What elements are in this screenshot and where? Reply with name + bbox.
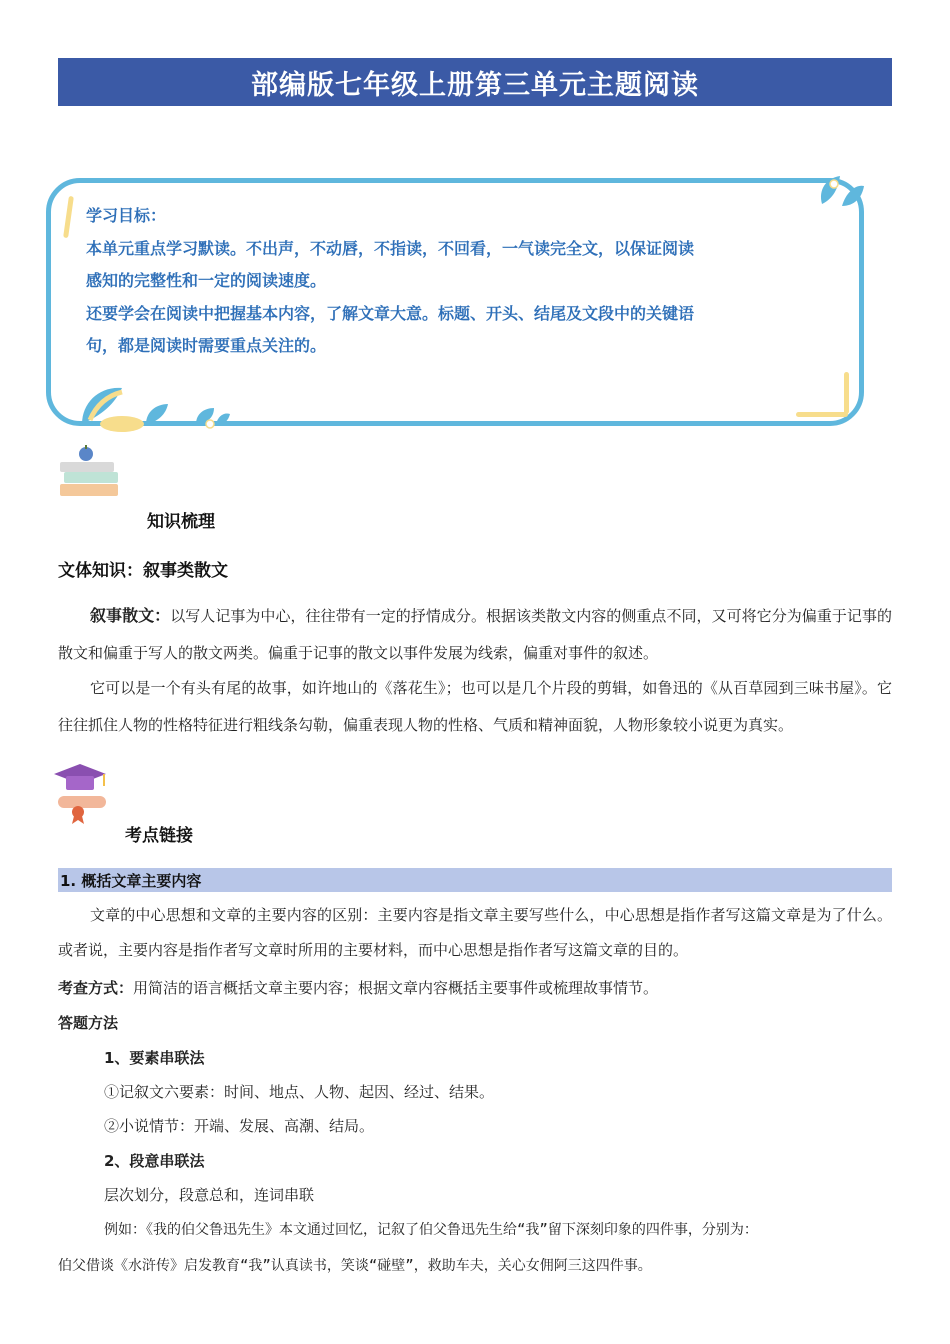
genre-subtitle: 文体知识：叙事类散文 [58, 561, 228, 581]
method-item-1b: ②小说情节：开端、发展、高潮、结局。 [104, 1117, 375, 1135]
method-item-2-text: 层次划分，段意总和，连词串联 [104, 1186, 315, 1204]
goals-label: 学习目标： [86, 206, 167, 225]
umbrella-icon [76, 380, 236, 434]
narrative-essay-paragraph [58, 598, 892, 671]
answer-label: 答题方法 [58, 1014, 119, 1032]
point-bar [58, 868, 892, 892]
method-item-2-title [104, 1150, 204, 1171]
goals-line: 本单元重点学习默读。不出声，不动唇，不指读，不回看，一气读完全文，以保证阅读 [86, 238, 695, 258]
decorative-bar [844, 372, 849, 414]
method-item-1a: ①记叙文六要素：时间、地点、人物、起因、经过、结果。 [104, 1083, 495, 1101]
term-label: 叙事散文： [90, 606, 171, 625]
title-banner [58, 58, 892, 106]
exam-section-title: 考点链接 [125, 826, 193, 846]
method-text: 用简洁的语言概括文章主要内容；根据文章内容概括主要事件或梳理故事情节。 [133, 979, 659, 997]
goals-line: 句，都是阅读时需要重点关注的。 [86, 336, 327, 355]
knowledge-section-title: 知识梳理 [147, 512, 215, 532]
paragraph-text: 以写人记事为中心，往往带有一定的抒情成分。根据该类散文内容的侧重点不同，又可将它分为偏重于记事的散文和偏重于写人的散文两类。偏重于记事的散文以事件发展为线索，偏重对事件的叙述。 [58, 607, 892, 662]
example-line-1: 例如：《我的伯父鲁迅先生》本文通过回忆，记叙了伯父鲁迅先生给“我”留下深刻印象的四件事，分别为： [104, 1222, 758, 1238]
goals-line: 还要学会在阅读中把握基本内容，了解文章大意。标题、开头、结尾及文段中的关键语 [86, 303, 695, 323]
page-title: 部编版七年级上册第三单元主题阅读 [251, 69, 699, 101]
decorative-bar [796, 412, 848, 417]
narrative-essay-paragraph-2: 它可以是一个有头有尾的故事，如许地山的《落花生》；也可以是几个片段的剪辑，如鲁迅的《从百草园到三味书屋》。它往往抓住人物的性格特征进行粗线条勾勒，偏重表现人物的性格、气质和精神面貌，人物形象较小说更为真实。 [58, 679, 892, 734]
point-title: 1. 概括文章主要内容 [60, 871, 202, 890]
goals-line: 感知的完整性和一定的阅读速度。 [86, 271, 327, 290]
books-icon [56, 444, 122, 500]
exam-method-line [58, 977, 658, 998]
answer-method-label [58, 1012, 118, 1033]
item2-title: 2、段意串联法 [104, 1152, 205, 1170]
example-line-2: 伯父借谈《水浒传》启发教育“我”认真读书，笑谈“碰壁”，救助车夫，关心女佣阿三这四件事。 [58, 1258, 652, 1274]
item1-title: 1、要素串联法 [104, 1049, 205, 1067]
main-content-paragraph: 文章的中心思想和文章的主要内容的区别：主要内容是指文章主要写些什么，中心思想是指作者写这篇文章是为了什么。或者说，主要内容是指作者写文章时所用的主要材料，而中心思想是指作者写这篇文章的目的。 [58, 906, 892, 959]
method-item-1-title [104, 1047, 204, 1068]
learning-goals-text [86, 200, 826, 363]
graduation-cap-icon [50, 762, 112, 824]
method-label: 考查方式： [58, 979, 134, 997]
